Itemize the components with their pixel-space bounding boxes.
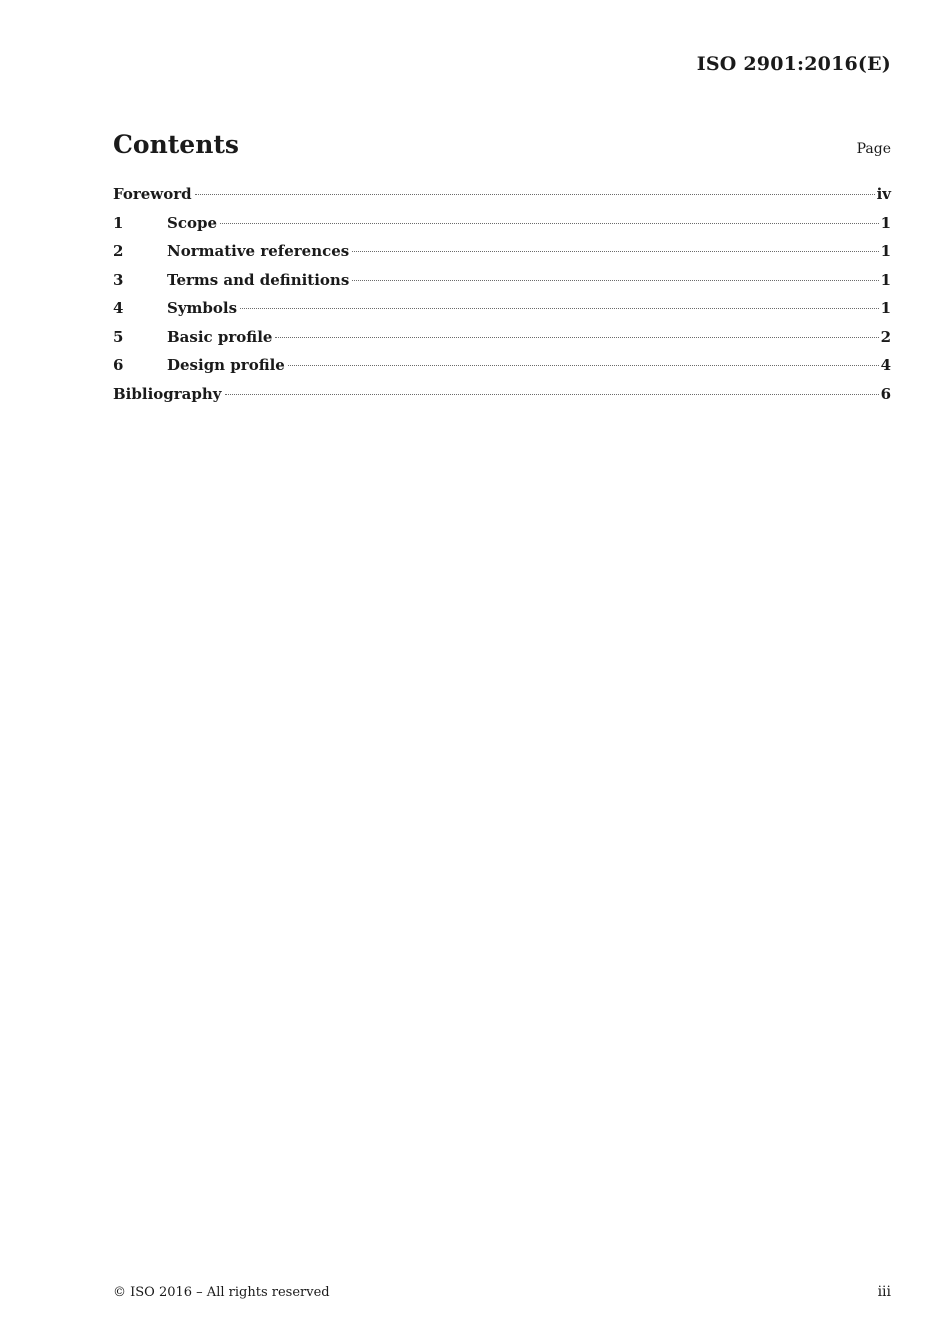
toc-entry-bibliography[interactable] (113, 385, 891, 414)
dot-leader (220, 223, 879, 224)
toc-entry-terms-and-definitions[interactable] (113, 271, 891, 300)
toc-entry-page: iv (876, 185, 891, 203)
toc-entry-symbols[interactable] (113, 299, 891, 328)
toc-entry-number: 3 (113, 270, 124, 289)
contents-header (113, 130, 891, 159)
toc-entry-page: 1 (880, 242, 891, 260)
toc-entry-number: 4 (113, 299, 124, 317)
page-number: iii (877, 1284, 891, 1300)
document-id: ISO 2901:2016(E) (696, 53, 891, 75)
dot-leader (225, 394, 879, 395)
toc-entry-page: 1 (880, 270, 891, 289)
dot-leader (240, 308, 879, 309)
page-footer (113, 1284, 891, 1300)
dot-leader (352, 280, 878, 281)
toc-entry-title: Terms and definitions (167, 270, 350, 289)
toc-entry-title: Normative references (167, 242, 350, 260)
toc-entry-foreword[interactable] (113, 185, 891, 214)
toc-entry-title: Symbols (167, 299, 238, 317)
dot-leader (275, 337, 878, 338)
toc-entry-title: Bibliography (113, 384, 222, 403)
toc-entry-number: 5 (113, 327, 124, 346)
toc-entry-design-profile[interactable] (113, 356, 891, 385)
table-of-contents (113, 185, 891, 413)
toc-entry-scope[interactable] (113, 214, 891, 243)
toc-entry-number: 2 (113, 242, 124, 260)
toc-entry-title: Basic profile (167, 327, 273, 346)
page-column-label: Page (856, 141, 891, 157)
toc-entry-page: 1 (880, 299, 891, 317)
toc-entry-title: Design profile (167, 356, 285, 374)
toc-entry-page: 2 (880, 327, 891, 346)
toc-entry-title: Foreword (113, 185, 192, 203)
dot-leader (352, 251, 878, 252)
toc-entry-title: Scope (167, 213, 218, 232)
copyright-notice: © ISO 2016 – All rights reserved (113, 1285, 330, 1300)
toc-entry-basic-profile[interactable] (113, 328, 891, 357)
toc-entry-page: 1 (880, 213, 891, 232)
contents-title: Contents (113, 130, 240, 159)
toc-entry-page: 6 (880, 384, 891, 403)
toc-entry-normative-references[interactable] (113, 242, 891, 271)
dot-leader (195, 194, 875, 195)
toc-entry-number: 1 (113, 213, 124, 232)
toc-entry-page: 4 (880, 356, 891, 374)
toc-entry-number: 6 (113, 356, 124, 374)
dot-leader (288, 365, 879, 366)
